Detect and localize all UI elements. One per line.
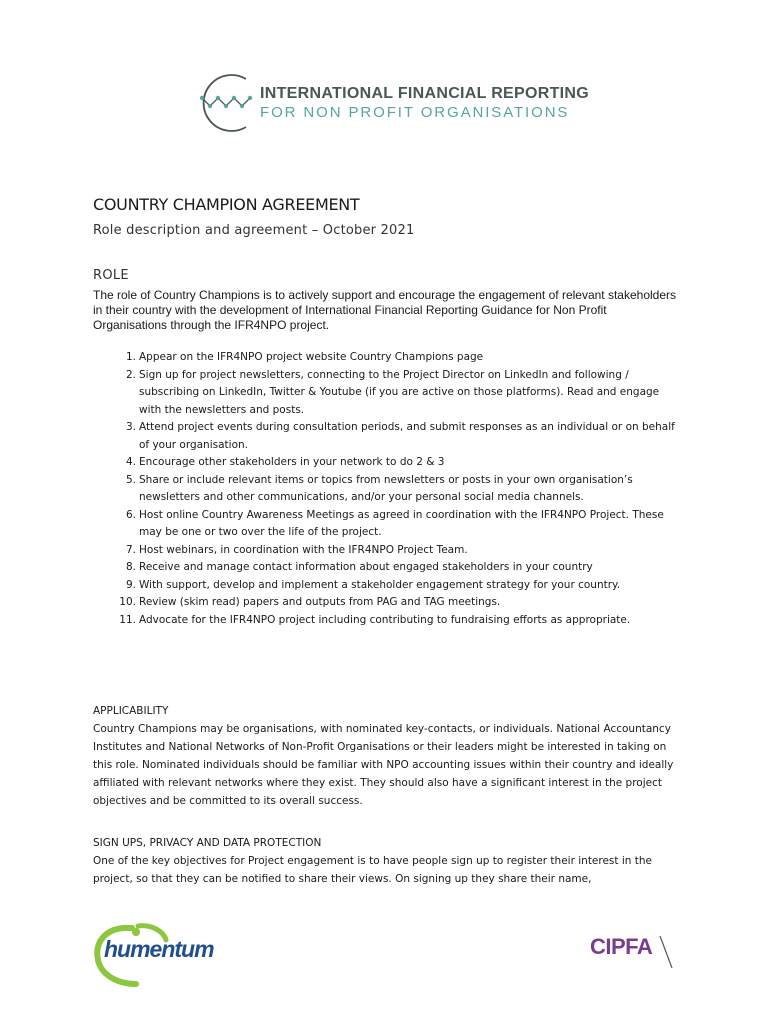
humentum-logo xyxy=(92,922,214,988)
cipfa-wordmark: CIPFA xyxy=(590,934,653,959)
cipfa-slash-icon xyxy=(658,932,674,972)
list-item xyxy=(93,367,683,420)
list-text: Share or include relevant items or topics from newsletters or posts in your own organisation’s newsletters and other communications, and/or your personal social media channels. xyxy=(139,473,633,503)
logo-line2: FOR NON PROFIT ORGANISATIONS xyxy=(260,104,570,121)
list-text: Appear on the IFR4NPO project website Country Champions page xyxy=(139,351,484,363)
list-text: Review (skim read) papers and outputs from PAG and TAG meetings. xyxy=(139,596,501,608)
list-number: 10. xyxy=(119,596,136,608)
page-title: COUNTRY CHAMPION AGREEMENT xyxy=(93,195,360,214)
list-number: 9. xyxy=(125,578,136,591)
page-subtitle: Role description and agreement – October 2021 xyxy=(93,223,415,238)
privacy-paragraph: One of the key objectives for Project engagement is to have people sign up to register their interest in the project, so that they can be notified to share their views. On signing up they share their name, xyxy=(93,855,653,885)
list-number: 2. xyxy=(125,368,136,381)
list-item xyxy=(93,454,683,472)
list-number: 4. xyxy=(125,456,136,468)
list-text: Encourage other stakeholders in your network to do 2 & 3 xyxy=(139,456,445,468)
list-number: 8. xyxy=(125,561,136,573)
list-item xyxy=(93,472,683,507)
humentum-wordmark: humentum xyxy=(104,936,214,962)
list-item xyxy=(93,577,683,595)
list-item xyxy=(93,507,683,542)
applicability-paragraph: Country Champions may be organisations, with nominated key-contacts, or individuals. National Accountancy Institutes and National Networks of Non-Profit Organisations or their leaders might be interested in taking on this role. Nominated individuals should be familiar with NPO accounting issues within their country and ideally affiliated with relevant networks where they exist. They should also have a significant interest in the project objectives and be committed to its overall success. xyxy=(93,723,674,807)
list-text: Host webinars, in coordination with the IFR4NPO Project Team. xyxy=(139,543,468,556)
list-item xyxy=(93,349,683,367)
list-item xyxy=(93,419,683,454)
list-text: Receive and manage contact information about engaged stakeholders in your country xyxy=(139,561,593,573)
role-list xyxy=(93,349,683,629)
logo-line1: INTERNATIONAL FINANCIAL REPORTING xyxy=(260,85,590,102)
list-number: 11. xyxy=(119,613,136,626)
list-number: 3. xyxy=(125,421,136,433)
role-paragraph: The role of Country Champions is to actively support and encourage the engagement of relevant stakeholders in their country with the development of International Financial Reporting Guidance for Non Profit Organisations through the IFR4NPO project. xyxy=(93,288,677,332)
list-text: Attend project events during consultation periods, and submit responses as an individual or on behalf of your organisation. xyxy=(139,421,675,451)
list-item xyxy=(93,594,683,612)
list-item xyxy=(93,559,683,577)
privacy-section xyxy=(93,834,683,888)
list-item xyxy=(93,542,683,560)
list-number: 6. xyxy=(125,508,136,521)
list-number: 7. xyxy=(125,543,136,556)
list-number: 1. xyxy=(125,351,136,363)
applicability-heading: APPLICABILITY xyxy=(93,705,169,717)
cipfa-logo xyxy=(590,932,676,972)
applicability-section xyxy=(93,702,683,810)
list-text: Host online Country Awareness Meetings as agreed in coordination with the IFR4NPO Project. These may be one or two over the life of the project. xyxy=(139,508,664,538)
list-text: Sign up for project newsletters, connecting to the Project Director on LinkedIn and following / subscribing on LinkedIn, Twitter & Youtube (if you are active on those platforms). Read and engage with the newsletters and posts. xyxy=(139,368,660,416)
list-item xyxy=(93,612,683,630)
list-number: 5. xyxy=(125,473,136,486)
ifr4npo-logo xyxy=(196,71,590,135)
ifr4npo-logo-icon xyxy=(196,71,260,135)
role-heading: ROLE xyxy=(93,268,129,283)
list-text: With support, develop and implement a stakeholder engagement strategy for your country. xyxy=(139,578,621,591)
list-text: Advocate for the IFR4NPO project including contributing to fundraising efforts as appropriate. xyxy=(139,613,631,626)
privacy-heading: SIGN UPS, PRIVACY AND DATA PROTECTION xyxy=(93,837,322,849)
